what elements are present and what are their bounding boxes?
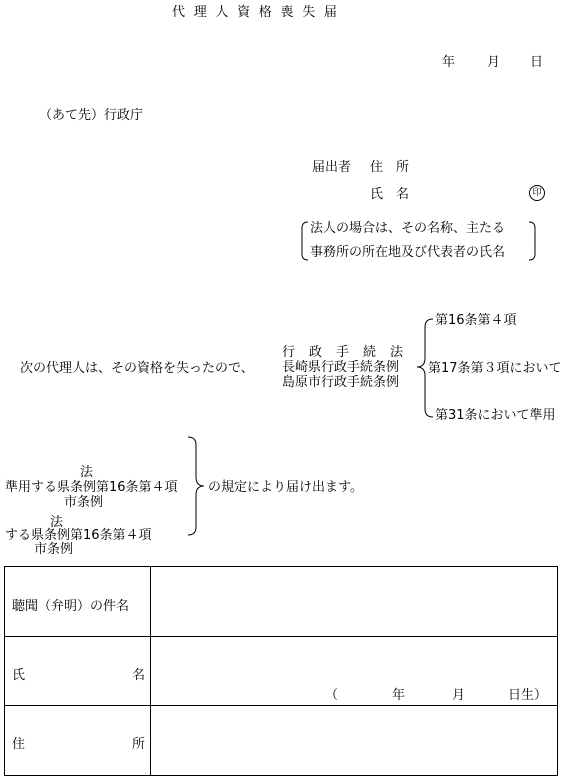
article-line-1: 第16条第４項 xyxy=(435,313,517,328)
addressee: （あて先）行政庁 xyxy=(39,108,144,123)
birth-open: （ xyxy=(325,688,339,703)
seal-mark: 印 xyxy=(529,185,545,201)
page-title: 代理人資格喪失届 xyxy=(172,5,346,20)
body-lead-text: 次の代理人は、その資格を失ったので、 xyxy=(20,361,254,376)
info-table xyxy=(4,566,558,776)
address-label-right: 所 xyxy=(132,737,146,752)
law-line-3: 島原市行政手続条例 xyxy=(282,375,400,390)
date-month-label: 月 xyxy=(487,55,501,70)
apply1-main: 準用する県条例第16条第４項 xyxy=(5,480,178,495)
apply2-law: 法 xyxy=(50,515,64,530)
table-row-subject xyxy=(5,567,558,637)
law-line-1: 行政手続法 xyxy=(282,345,418,360)
date-year-label: 年 xyxy=(442,55,456,70)
address-label-cell xyxy=(5,706,151,776)
apply-brace xyxy=(186,436,208,536)
notifier-address-label: 住所 xyxy=(370,160,423,175)
apply2-main: する県条例第16条第４項 xyxy=(5,528,152,543)
corp-note-bracket-right xyxy=(527,222,537,260)
name-label-right: 名 xyxy=(132,668,146,683)
table-row-name xyxy=(5,637,558,706)
apply1-law: 法 xyxy=(80,465,94,480)
corp-note-line1: 法人の場合は、その名称、主たる xyxy=(310,221,506,236)
address-label-left: 住 xyxy=(12,737,26,752)
date-day-label: 日 xyxy=(530,55,544,70)
corp-note-bracket-left xyxy=(300,222,310,260)
birth-year-label: 年 xyxy=(392,688,406,703)
corp-note-line2: 事務所の所在地及び代表者の氏名 xyxy=(310,245,506,260)
birth-close: 日生） xyxy=(508,688,548,703)
apply2-city: 市条例 xyxy=(34,542,74,557)
name-value-cell[interactable] xyxy=(151,637,558,706)
article-line-3: 第31条において準用 xyxy=(435,408,556,423)
name-label-left: 氏 xyxy=(12,668,26,683)
birth-month-label: 月 xyxy=(452,688,466,703)
apply1-city: 市条例 xyxy=(64,495,104,510)
article-line-2: 第17条第３項において xyxy=(428,361,562,376)
closing-text: の規定により届け出ます。 xyxy=(208,480,363,495)
subject-value-cell[interactable] xyxy=(151,567,558,637)
table-row-address xyxy=(5,706,558,776)
law-line-2: 長崎県行政手続条例 xyxy=(282,360,400,375)
notifier-label: 届出者 xyxy=(312,160,352,175)
address-value-cell[interactable] xyxy=(151,706,558,776)
subject-label: 聴聞（弁明）の件名 xyxy=(12,599,130,614)
subject-label-cell xyxy=(5,567,151,637)
name-label-cell xyxy=(5,637,151,706)
notifier-name-label: 氏名 xyxy=(370,187,423,202)
